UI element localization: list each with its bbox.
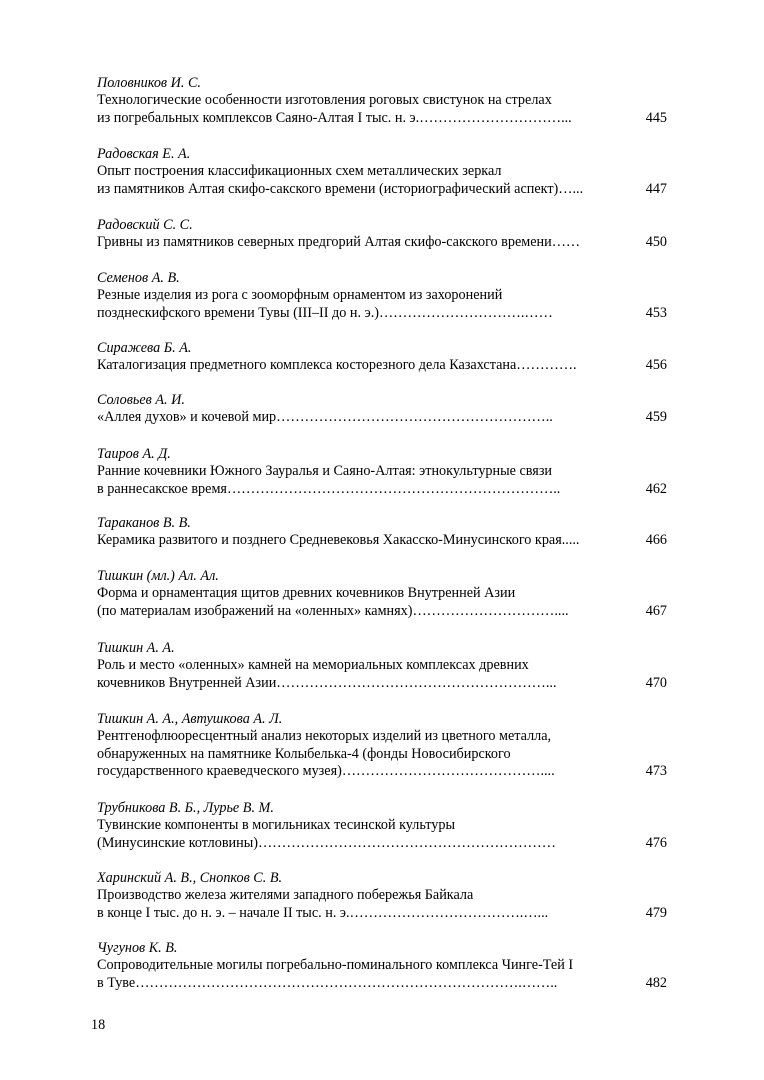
entry-title-text: обнаруженных на памятнике Колыбелька-4 (фонды Новосибирского <box>97 745 511 762</box>
entry-author: Тишкин (мл.) Ал. Ал. <box>97 568 219 584</box>
entry-title-text: Рентгенофлюоресцентный анализ некоторых изделий из цветного металла, <box>97 728 552 745</box>
entry-title-text: Каталогизация предметного комплекса косторезного дела Казахстана…………. <box>97 357 577 374</box>
entry-title-line <box>97 409 667 426</box>
toc-entry <box>97 270 667 322</box>
entry-title-text: государственного краеведческого музея)…………………………………….... <box>97 762 555 779</box>
toc-entry <box>97 800 667 852</box>
entry-title-text: Опыт построения классификационных схем металлических зеркал <box>97 163 502 180</box>
entry-title-line <box>97 357 667 374</box>
entry-title-text: «Аллея духов» и кочевой мир………………………………………………….. <box>97 409 553 426</box>
entry-title-line <box>97 585 667 602</box>
entry-title-text: Производство железа жителями западного побережья Байкала <box>97 887 474 904</box>
entry-title-line <box>97 305 667 322</box>
entry-title-text: в конце I тыс. до н. э. – начале II тыс. н. э.……………………………….…... <box>97 904 549 921</box>
toc-entry <box>97 568 667 620</box>
entry-title-text: Технологические особенности изготовления роговых свистунок на стрелах <box>97 92 552 109</box>
entry-title-line <box>97 728 667 745</box>
toc-entry <box>97 146 667 198</box>
entry-title-line <box>97 763 667 780</box>
entry-title-line <box>97 675 667 692</box>
entry-author: Половников И. С. <box>97 75 201 91</box>
entry-title-text: кочевников Внутренней Азии…………………………………………………... <box>97 674 557 691</box>
entry-title-line <box>97 234 667 251</box>
entry-author: Харинский А. В., Снопков С. В. <box>97 870 283 886</box>
entry-author: Таиров А. Д. <box>97 446 171 462</box>
entry-page-number: 445 <box>645 109 667 126</box>
entry-title-text: в раннесакское время…………………………………………………………….. <box>97 480 561 497</box>
entry-title-line <box>97 287 667 304</box>
entry-title-line <box>97 957 667 974</box>
entry-title-text: (по материалам изображений на «оленных» камнях)………………………….... <box>97 602 569 619</box>
entry-title-line <box>97 975 667 992</box>
entry-title-text: Керамика развитого и позднего Средневековья Хакасско-Минусинского края..... <box>97 532 580 549</box>
toc-entry <box>97 940 667 992</box>
entry-title-text: Роль и место «оленных» камней на мемориальных комплексах древних <box>97 657 529 674</box>
entry-title-line <box>97 835 667 852</box>
entry-title-text: позднескифского времени Тувы (III–II до н. э.)………………………….…… <box>97 304 553 321</box>
entry-page-number: 479 <box>645 904 667 921</box>
entry-title-text: Резные изделия из рога с зооморфным орнаментом из захоронений <box>97 287 503 304</box>
toc-entry <box>97 217 667 252</box>
toc-entry <box>97 75 667 127</box>
entry-page-number: 482 <box>645 974 667 991</box>
entry-title-line <box>97 481 667 498</box>
entry-author: Радовская Е. А. <box>97 146 191 162</box>
entry-title-text: Сопроводительные могилы погребально-поминального комплекса Чинге-Тей I <box>97 957 574 974</box>
entry-author: Тараканов В. В. <box>97 515 191 531</box>
entry-page-number: 467 <box>645 602 667 619</box>
entry-page-number: 459 <box>645 409 667 426</box>
toc-entry <box>97 711 667 780</box>
entry-page-number: 470 <box>645 674 667 691</box>
entry-title-text: Гривны из памятников северных предгорий Алтая скифо-сакского времени…… <box>97 234 581 251</box>
toc-entry <box>97 640 667 692</box>
entry-page-number: 450 <box>645 234 667 251</box>
entry-title-line <box>97 92 667 109</box>
entry-title-line <box>97 905 667 922</box>
entry-title-line <box>97 746 667 763</box>
entry-title-text: из погребальных комплексов Саяно-Алтая I тыс. н. э.…………………………... <box>97 109 572 126</box>
entry-author: Соловьев А. И. <box>97 392 185 408</box>
entry-title-text: из памятников Алтая скифо-сакского времени (историографический аспект)…... <box>97 180 584 197</box>
entry-title-line <box>97 603 667 620</box>
entry-title-text: (Минусинские котловины)……………………………………………………… <box>97 834 556 851</box>
entry-page-number: 466 <box>645 532 667 549</box>
entry-author: Радовский С. С. <box>97 217 193 233</box>
entry-page-number: 473 <box>645 762 667 779</box>
entry-title-line <box>97 463 667 480</box>
page-number-footer: 18 <box>91 1017 106 1033</box>
entry-title-line <box>97 181 667 198</box>
entry-author: Тишкин А. А., Автушкова А. Л. <box>97 711 283 727</box>
entry-page-number: 462 <box>645 480 667 497</box>
entry-title-text: в Туве……………………………………………………………………….…….. <box>97 974 558 991</box>
entry-title-line <box>97 887 667 904</box>
entry-page-number: 456 <box>645 357 667 374</box>
entry-author: Чугунов К. В. <box>97 940 178 956</box>
entry-title-line <box>97 657 667 674</box>
entry-page-number: 453 <box>645 304 667 321</box>
entry-title-line <box>97 817 667 834</box>
entry-author: Тишкин А. А. <box>97 640 175 656</box>
toc-entry <box>97 515 667 550</box>
toc-entry <box>97 392 667 427</box>
toc-entry <box>97 870 667 922</box>
toc-entry <box>97 446 667 498</box>
entry-title-text: Ранние кочевники Южного Зауралья и Саяно-Алтая: этнокультурные связи <box>97 463 553 480</box>
entry-page-number: 476 <box>645 834 667 851</box>
entry-author: Сиражева Б. А. <box>97 340 192 356</box>
entry-title-text: Форма и орнаментация щитов древних кочевников Внутренней Азии <box>97 585 516 602</box>
entry-author: Трубникова В. Б., Лурье В. М. <box>97 800 274 816</box>
entry-author: Семенов А. В. <box>97 270 180 286</box>
entry-title-line <box>97 110 667 127</box>
toc-entry <box>97 340 667 375</box>
entry-title-text: Тувинские компоненты в могильниках тесинской культуры <box>97 817 456 834</box>
entry-title-line <box>97 532 667 549</box>
entry-title-line <box>97 163 667 180</box>
entry-page-number: 447 <box>645 180 667 197</box>
